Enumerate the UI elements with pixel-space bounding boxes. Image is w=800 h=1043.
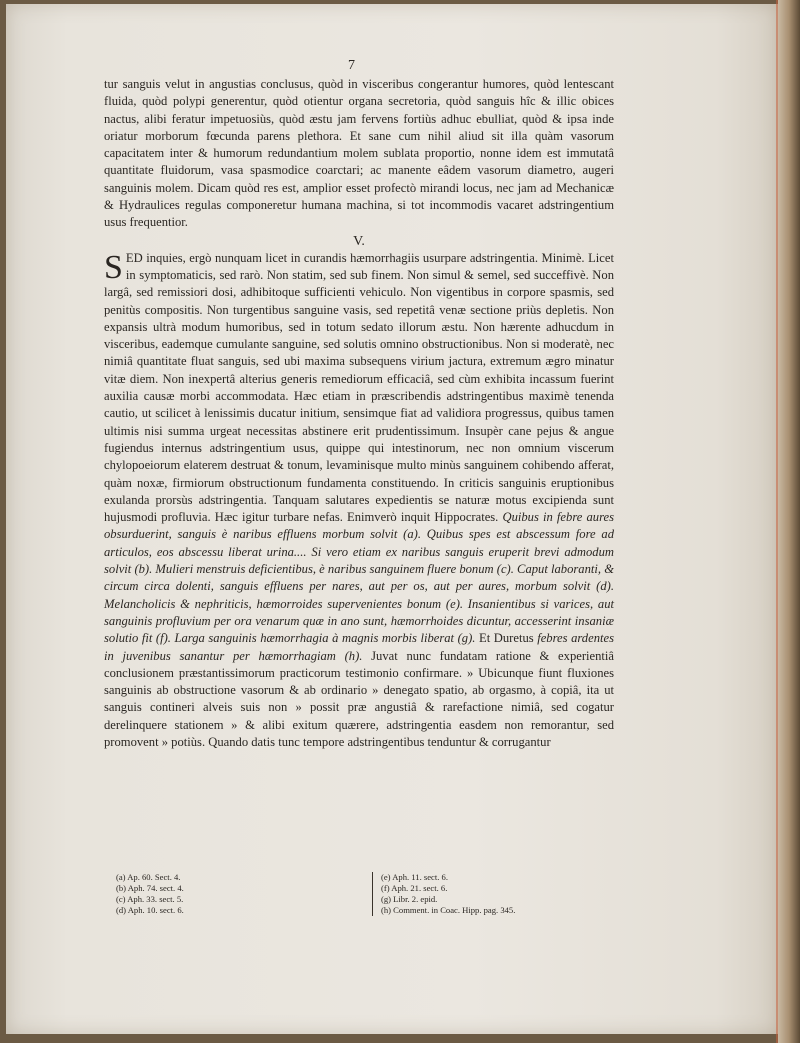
book-spine: [778, 0, 800, 1043]
duretus-quote: febres ardentes in juvenibus sanantur per hæmorrhagiam (h).: [104, 631, 614, 663]
paragraph-continuation: tur sanguis velut in angustias conclusus, quòd in visceribus congerantur humores, quòd lentescant fluida, quòd polypi generentur, quòd otientur organa secretoria, quòd sanguis hîc & illic obices nactus, alibi feratur impetuosiùs, quòd æstu jam fervens fortiùs adhuc ebulliat, quòd & ipsa inde oriatur morborum fœcunda parens plethora. Et sane cum nihil aliud sit illa quàm vasorum capacitatem inter & humorum redundantium molem sublata proportio, nonne idem est immutatâ quantitate fluidorum, vasa spasmodice coarctari; ac manente eâdem vasorum diametro, augeri sanguinis molem. Dicam quòd res est, amplior esset profectò mirandi locus, nec jam ad Mechanicæ & Hydraulices regulas componeretur humana machina, si tot incommodis vacaret adstringentium usus frequentior.: [104, 77, 614, 230]
section-heading: V.: [353, 233, 365, 249]
paragraph-main-text: ED inquies, ergò nunquam licet in curandis hæmorrhagiis usurpare adstringentia. Minimè. Licet in symptomaticis, sed rarò. Non statim, sed sub finem. Non simul & semel, sed succeffivè. Non largâ, sed remissiori dosi, adhibitoque sufficienti vehiculo. Non vigentibus in corpore spasmis, sed penitùs compositis. Non turgentibus sanguine vasis, sed repetitâ venæ sectione priùs depletis. Non expansis ultrà modum humoribus, sed in totum sedato illorum æstu. Non hærente adhucdum in visceribus, eademque cumulante sanguine, sed solutis omnino obstructionibus. Non si moderatè, nec nimiâ quantitate fluat sanguis, sed ubi maxima subsequens virium jactura, extremum ægro minatur vitæ diem. Non inexpertâ alterius generis remediorum efficaciâ, sed cùm exhibita incassum fuerint auxilia causæ morbi accommodata. Hæc etiam in præscribendis adstringentibus maximè tenenda cautio, ut scilicet à lenissimis ducatur initium, sensimque fiat ad validiora progressus, quibus tamen ultimis nisi summa urgeat necessitas abstinere erit prudentissimum. Insupèr cane pejus & angue fugiendus internus adstringentium usus, quippe qui intestinorum, nec non omnium viscerum chylopoeiorum elaterem destruat & tonum, levaminisque multo minùs sanguinem cohibendo afferat, quàm noxæ, firmiorum obstructionum fundamenta constituendo. In criticis sanguinis eruptionibus exulanda prorsùs adstringentia. Tanquam salutares expedientis se naturæ motus excipienda sunt hujusmodi profluvia. Hæc igitur turbare nefas. Enimverò inquit Hippocrates.: [104, 250, 614, 525]
footnote-item: (f) Aph. 21. sect. 6.: [381, 883, 448, 893]
page-number: 7: [348, 58, 355, 73]
hippocrates-quotes: Quibus in febre aures obsurduerint, sanguis è naribus effluens morbum solvit (a). Quibus spes est abscessum fore ad articulos, eos abscessu liberat urina.... Si vero etiam ex naribus sanguis eruperit brevi admodum solvit (b). Mulieri menstruis deficientibus, è naribus sanguinem fluere bonum (c). Caput laboranti, & circum circa dolenti, sanguis effluens per nares, aut per os, aut per aures, morbum solvit (d). Melancholicis & nephriticis, hæmorroides supervenientes bonum (e). Insanientibus si varices, aut sanguinis profluvium per ora venarum quæ in ano sunt, hæmorrhoides dicuntur, accesserint insaniæ solutio fit (f). Larga sanguinis hæmorrhagia à magnis morbis liberat (g).: [104, 510, 614, 646]
footnotes-left: [116, 872, 336, 916]
paragraph-section-v: [104, 250, 614, 752]
footnote-item: (h) Comment. in Coac. Hipp. pag. 345.: [381, 905, 516, 915]
paragraph-tail: Juvat nunc fundatam ratione & experientiâ conclusionem præstantissimorum practicorum testimonio confirmare.: [104, 648, 614, 680]
main-text: [104, 76, 614, 751]
duretus-lead: Et Duretus: [479, 631, 534, 646]
footnote-item: (d) Aph. 10. sect. 6.: [116, 905, 184, 915]
footnote-item: (a) Ap. 60. Sect. 4.: [116, 872, 181, 882]
footnotes-right: [372, 872, 581, 916]
drop-cap: S: [104, 248, 123, 286]
footnote-item: (c) Aph. 33. sect. 5.: [116, 894, 184, 904]
footnote-item: (e) Aph. 11. sect. 6.: [381, 872, 448, 882]
footnote-item: (g) Libr. 2. epid.: [381, 894, 438, 904]
footnote-item: (b) Aph. 74. sect. 4.: [116, 883, 184, 893]
quote-block: » Ubicunque fiunt fluxiones sanguinis ab obstructione vasorum & ab ordinario » denegato spatio, ab orgasmo, à copiâ, ita ut sanguis contineri alveis suis non » possit præ angustiâ & rarefactione nimiâ, sed cogatur derelinquere stationem » & alibi exitum quærere, adstringentia easdem non remorantur, sed promovent » potiùs. Quando datis tunc tempore adstringentibus tenduntur & corrugantur: [104, 665, 614, 749]
